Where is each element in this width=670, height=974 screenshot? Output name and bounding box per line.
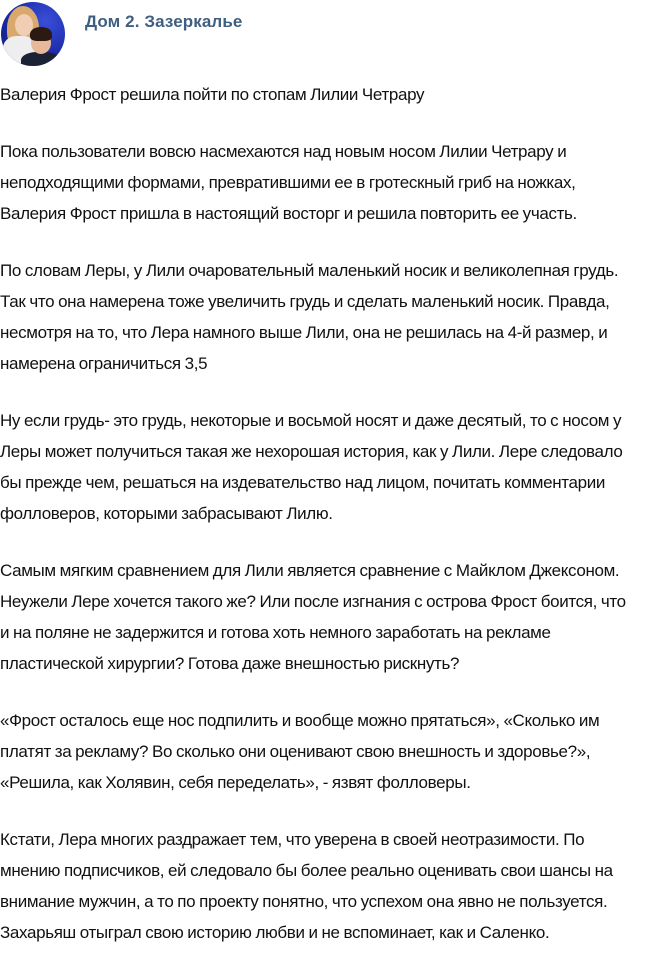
post-header <box>0 0 670 70</box>
headline-text: Валерия Фрост решила пойти по стопам Лилии Четрару <box>0 85 425 104</box>
paragraph-4 <box>0 555 670 679</box>
post-body <box>0 79 670 974</box>
text-line: намерена ограничиться 3,5 <box>0 354 208 373</box>
text-line: бы прежде чем, решаться на издевательство над лицом, почитать комментарии <box>0 473 606 492</box>
channel-name-link[interactable]: Дом 2. Зазеркалье <box>85 12 243 31</box>
text-line: Самым мягким сравнением для Лили является сравнение с Майклом Джексоном. <box>0 561 620 580</box>
text-line: Кстати, Лера многих раздражает тем, что уверена в своей неотразимости. По <box>0 830 585 849</box>
post-headline <box>0 79 670 110</box>
text-line: «Решила, как Холявин, себя переделать», - язвят фолловеры. <box>0 773 471 792</box>
text-line: фолловеров, которыми забрасывают Лилю. <box>0 504 333 523</box>
text-line: Так что она намерена тоже увеличить грудь и сделать маленький носик. Правда, <box>0 292 610 311</box>
text-line: неподходящими формами, превратившими ее в гротескный гриб на ножках, <box>0 173 576 192</box>
text-line: «Фрост осталось еще нос подпилить и вообще можно прятаться», «Сколько им <box>0 711 600 730</box>
text-line: Пока пользователи вовсю насмехаются над новым носом Лилии Четрару и <box>0 142 567 161</box>
text-line: и на поляне не задержится и готова хоть немного заработать на рекламе <box>0 623 551 642</box>
paragraph-6 <box>0 824 670 948</box>
text-line: Валерия Фрост пришла в настоящий восторг и решила повторить ее участь. <box>0 204 577 223</box>
paragraph-3 <box>0 405 670 529</box>
text-line: Захарьяш отыграл свою историю любви и не вспоминает, как и Саленко. <box>0 923 550 942</box>
paragraph-5 <box>0 705 670 798</box>
avatar-figure-man-hair <box>30 27 52 41</box>
text-line: мнению подписчиков, ей следовало бы более реально оценивать свои шансы на <box>0 861 613 880</box>
text-line: несмотря на то, что Лера намного выше Лили, она не решилась на 4-й размер, и <box>0 323 608 342</box>
paragraph-1 <box>0 136 670 229</box>
text-line: Ну если грудь- это грудь, некоторые и восьмой носят и даже десятый, то с носом у <box>0 411 622 430</box>
text-line: Неужели Лере хочется такого же? Или после изгнания с острова Фрост боится, что <box>0 592 626 611</box>
text-line: платят за рекламу? Во сколько они оценивают свою внешность и здоровье?», <box>0 742 591 761</box>
text-line: По словам Леры, у Лили очаровательный маленький носик и великолепная грудь. <box>0 261 619 280</box>
channel-avatar[interactable] <box>1 2 65 66</box>
text-line: Леры может получиться такая же нехорошая история, как у Лили. Лере следовало <box>0 442 623 461</box>
avatar-figure-man-suit <box>21 52 61 66</box>
text-line: пластической хирургии? Готова даже внешностью рискнуть? <box>0 654 460 673</box>
text-line: внимание мужчин, а то по проекту понятно, что успехом она явно не пользуется. <box>0 892 608 911</box>
paragraph-2 <box>0 255 670 379</box>
